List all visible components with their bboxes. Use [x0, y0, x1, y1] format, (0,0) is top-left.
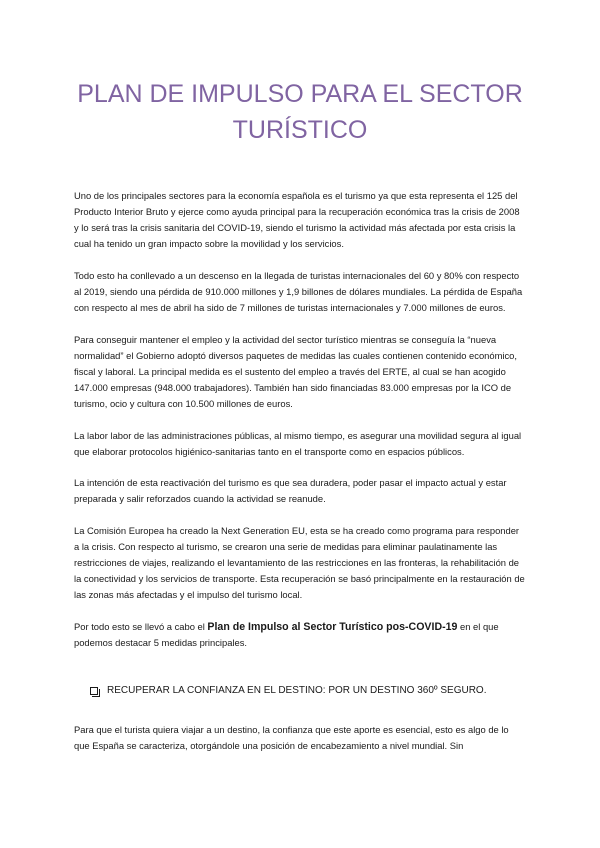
paragraph-5: La intención de esta reactivación del turismo es que sea duradera, poder pasar el impacto actual y estar preparada y salir reforzados cuando la actividad se reanude. [74, 477, 507, 505]
title-line-1: PLAN DE IMPULSO PARA EL SECTOR [77, 80, 523, 108]
plan-name: Plan de Impulso al Sector Turístico pos-COVID-19 [207, 620, 458, 633]
checkbox-bullet-icon [90, 687, 98, 695]
bullet-heading-1 [90, 683, 526, 699]
document-body [74, 188, 526, 754]
plan-intro-after: en el que podemos destacar 5 medidas principales. [74, 620, 499, 649]
paragraph-plan-intro [74, 619, 526, 651]
document-title [74, 0, 526, 148]
plan-intro-before: Por todo esto se llevó a cabo el [74, 620, 208, 632]
paragraph-2: Todo esto ha conllevado a un descenso en la llegada de turistas internacionales del 60 y 80% con respecto al 2019, siendo una pérdida de 910.000 millones y 1,9 billones de dólares mundiales. La pérdida de España con respecto al mes de abril ha sido de 7 millones de turistas internacionales y 7.000 millones de euros. [74, 269, 523, 314]
title-line-2: TURÍSTICO [232, 116, 368, 144]
paragraph-1: Uno de los principales sectores para la economía española es el turismo ya que esta representa el 125 del Producto Interior Bruto y ejerce como ayuda principal para la recuperación económica tras la crisis de 2008 y lo será tras la crisis sanitaria del COVID-19, siendo el turismo la actividad más afectada por esta crisis la cual ha tenido un gran impacto sobre la movilidad y los servicios. [74, 190, 520, 250]
paragraph-6: La Comisión Europea ha creado la Next Generation EU, esta se ha creado como programa para responder a la crisis. Con respecto al turismo, se crearon una serie de medidas para eliminar paulatinamente las restricciones de viajes, realizando el levantamiento de las restricciones en las fronteras, la rehabilitación de la conectividad y los servicios de transporte. Esta recuperación se basó principalmente en la restauración de las zonas más afectadas y el impulso del turismo local. [74, 525, 525, 601]
closing-paragraph: Para que el turista quiera viajar a un destino, la confianza que este aporte es esencial, esto es algo de lo que España se caracteriza, otorgándole una posición de encabezamiento a nivel mundial. Sin [74, 724, 509, 752]
paragraph-4: La labor labor de las administraciones públicas, al mismo tiempo, es asegurar una movilidad segura al igual que elaborar protocolos higiénico-sanitarias tanto en el transporte como en espacios públicos. [74, 429, 522, 457]
paragraph-3: Para conseguir mantener el empleo y la actividad del sector turístico mientras se conseguía la “nueva normalidad” el Gobierno adoptó diversos paquetes de medidas las cuales contienen contenido económico, fiscal y laboral. La principal medida es el sustento del empleo a través del ERTE, al cual se han acogido 147.000 empresas (948.000 trabajadores). También han sido financiadas 83.000 empresas por la ICO de turismo, ocio y cultura con 10.500 millones de euros. [74, 333, 517, 410]
bullet-heading-text: RECUPERAR LA CONFIANZA EN EL DESTINO: POR UN DESTINO 360º SEGURO. [107, 685, 487, 697]
